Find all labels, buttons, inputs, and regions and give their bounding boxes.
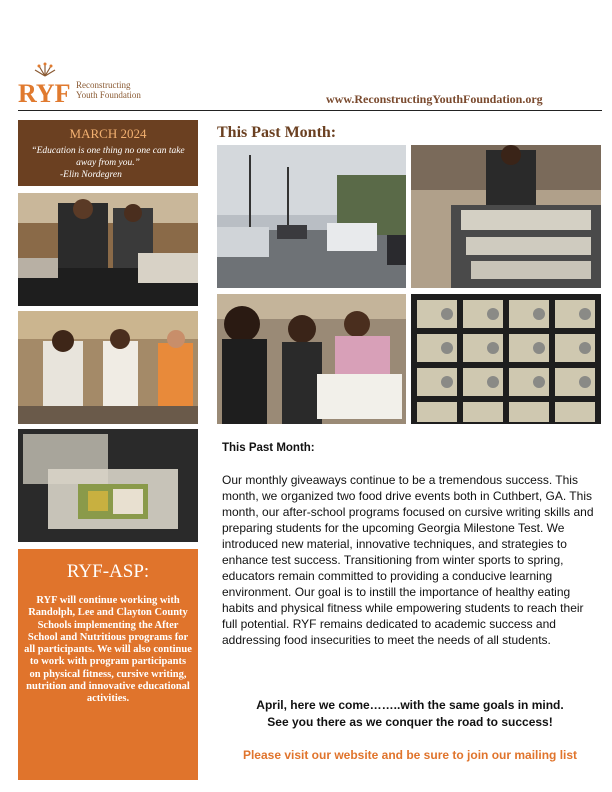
logo-wordmark: [76, 80, 141, 100]
photo-food-containers: [18, 429, 198, 542]
ryf-logo: [18, 62, 158, 106]
header-divider: [18, 110, 602, 111]
photo-food-distribution: [18, 193, 198, 306]
closing-line-2: See you there as we conquer the road to success!: [267, 715, 553, 729]
month-quote-box: [18, 120, 198, 186]
mailing-list-callout[interactable]: Please visit our website and be sure to join our mailing list: [242, 748, 578, 762]
photo-students-writing: [217, 294, 406, 424]
quote-author: -Elin Nordegren: [60, 170, 122, 180]
photo-parking-lot: [217, 145, 406, 288]
svg-text:RYF: RYF: [18, 79, 71, 106]
asp-body: RYF will continue working with Randolph, Lee and Clayton County Schools implementing the After School and Nutritious programs for all participants. We will also continue to work with program participants on physical fitness, cursive writing, nutrition and innovative educational activities.: [24, 595, 192, 705]
asp-box: [18, 549, 198, 780]
logo-line-2: Youth Foundation: [76, 90, 141, 100]
ryf-logo-icon: [18, 62, 74, 106]
body-paragraph: Our monthly giveaways continue to be a tremendous success. This month, we organized two food drive events both in Cuthbert, GA. This month, our after-school programs focused on cursive writing skills and preparing students for the upcoming Georgia Milestone Test. We introduced new material, innovative techniques, and strategies to enhance test success. Transitioning from winter sports to spring, educators remain committed to providing a conducive learning environment. Our goal is to instill the importance of healthy eating habits and physical fitness while empowering students to reach their full potential. RYF remains dedicated to academic success and addressing food insecurities to meet the needs of all students.: [222, 473, 594, 647]
logo-line-1: Reconstructing: [76, 80, 131, 90]
asp-title: RYF-ASP:: [66, 561, 150, 582]
photo-meal-trays: [411, 145, 601, 288]
closing-message: [222, 697, 598, 731]
section-title: This Past Month:: [217, 124, 337, 141]
month-title: MARCH 2024: [69, 126, 147, 141]
photo-meal-containers-grid: [411, 294, 601, 424]
closing-line-1: April, here we come……..with the same goals in mind.: [256, 698, 564, 712]
quote-text: “Education is one thing no one can take away from you.”: [31, 146, 185, 168]
website-link[interactable]: www.ReconstructingYouthFoundation.org: [326, 92, 543, 106]
photo-students-group: [18, 311, 198, 424]
body-heading: This Past Month:: [222, 442, 315, 454]
